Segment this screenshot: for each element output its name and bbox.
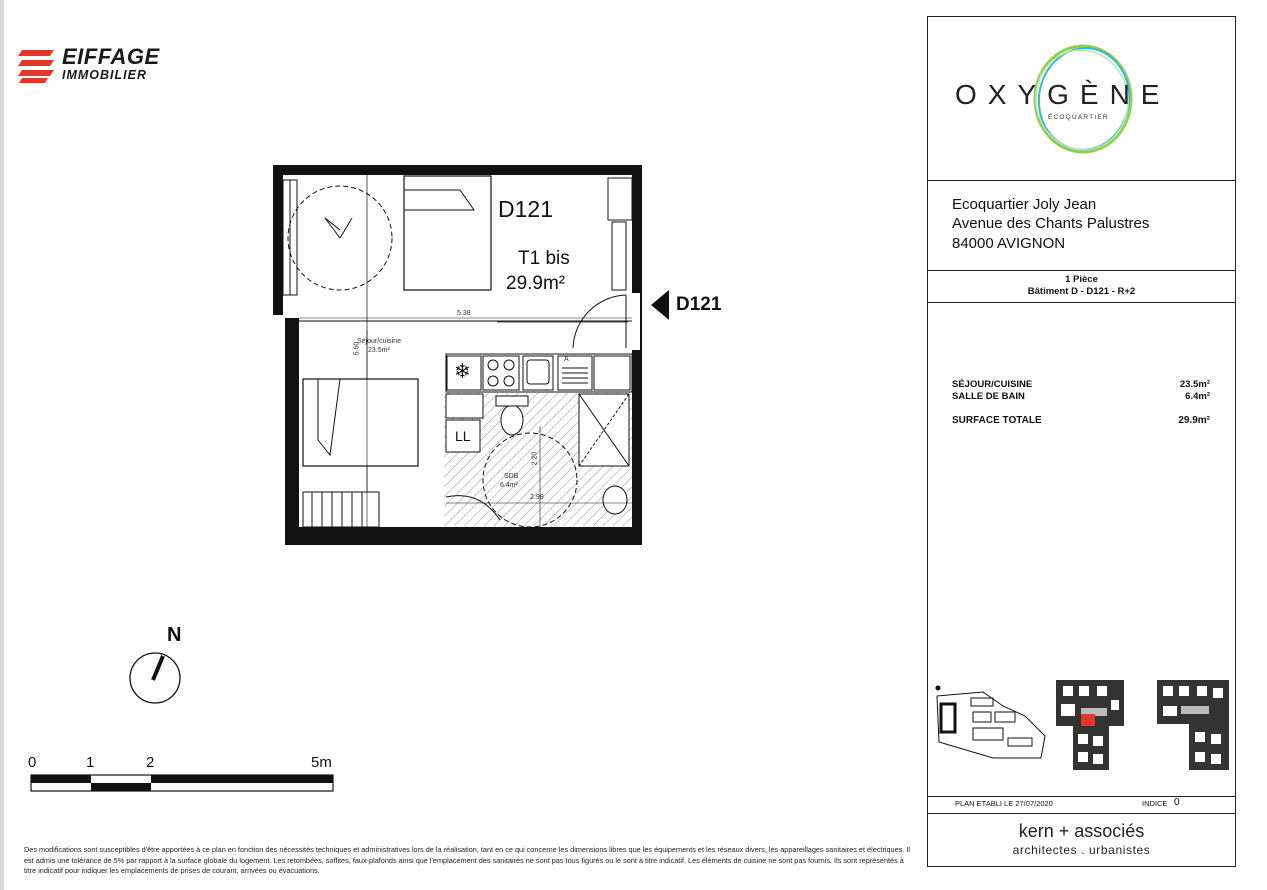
building-plan-1 — [1056, 680, 1124, 770]
wall-top — [273, 165, 641, 175]
unit-surface: 29.9m² — [506, 273, 566, 294]
address-line2: Avenue des Chants Palustres — [952, 215, 1150, 232]
building-info: Bâtiment D - D121 - R+2 — [1027, 286, 1136, 297]
room-sdb-area: 6.4m² — [500, 482, 518, 489]
address-line3: 84000 AVIGNON — [952, 235, 1066, 252]
surface-row — [952, 379, 1210, 390]
plan-date: PLAN ETABLI LE 27/07/2020 — [955, 799, 1053, 808]
eiffage-logo — [18, 46, 178, 86]
scale-label-1: 1 — [86, 754, 95, 771]
room-sdb-name: SDB — [504, 473, 519, 480]
building-plan-2 — [1157, 680, 1229, 770]
scale-label-0: 0 — [28, 754, 37, 771]
wall-right-upper — [632, 165, 641, 293]
wall-left-lower — [285, 318, 299, 545]
surface-total-label: SURFACE TOTALE — [952, 415, 1042, 426]
compass-icon — [127, 650, 183, 706]
surface-value: 23.5m² — [1179, 379, 1210, 390]
dimension-height: 5.60 — [353, 341, 361, 356]
entry-label: D121 — [676, 294, 722, 315]
surface-total-row — [952, 415, 1210, 426]
architect-name: kern + associés — [1018, 821, 1145, 841]
surface-value: 6.4m² — [1185, 391, 1210, 402]
entry-arrow-icon — [651, 290, 671, 322]
room-sejour-name: Séjour/cuisine — [357, 338, 401, 345]
wall-left-upper — [273, 165, 283, 315]
unit-code: D121 — [498, 196, 553, 222]
project-name: OXYGÈNE — [955, 79, 1171, 110]
address-line1: Ecoquartier Joly Jean — [952, 196, 1097, 213]
site-location-plans — [933, 680, 1235, 772]
surface-label: SÉJOUR/CUISINE — [952, 379, 1033, 390]
architect-subtitle: architectes . urbanistes — [1012, 843, 1151, 857]
logo-line2: IMMOBILIER — [62, 68, 147, 82]
sdb-dimension-v: 2.20 — [531, 451, 539, 466]
indice-label: INDICE — [1142, 799, 1168, 808]
wall-right-lower — [632, 350, 641, 545]
rooms-count: 1 Pièce — [1065, 274, 1098, 285]
dimension-width: 5.38 — [457, 310, 471, 317]
unit-type: T1 bis — [518, 248, 570, 269]
scale-label-5m: 5m — [311, 754, 332, 771]
bed-upper — [404, 176, 491, 290]
surface-label: SALLE DE BAIN — [952, 391, 1025, 402]
scale-label-2: 2 — [146, 754, 155, 771]
eiffage-mark-icon — [18, 48, 58, 84]
kitchen-mark: A — [564, 356, 569, 363]
bed-lower — [303, 379, 418, 466]
laundry-label: LL — [455, 428, 471, 444]
scale-bar — [30, 774, 336, 794]
sdb-dimension-h: 2.99 — [530, 494, 544, 501]
surface-total-value: 29.9m² — [1178, 415, 1210, 426]
project-subtitle: ÉCOQUARTIER — [1048, 114, 1109, 121]
logo-line1: EIFFAGE — [62, 44, 160, 69]
wall-bottom — [285, 527, 641, 545]
room-sejour-area: 23.5m² — [368, 347, 390, 354]
compass-north-label: N — [167, 624, 182, 646]
snowflake-icon: ❄ — [454, 361, 471, 383]
surface-row — [952, 391, 1210, 402]
disclaimer-text: Des modifications sont susceptibles d'être apportées à ce plan en fonction des nécessités techniques et administratives lors de la réalisation, tant en ce qui concerne les dimensions libres que les équipements et les réseaux divers, les appareillages sanitaires et électriques. Il est admis une tolérance de 5% par rapport à la surface globale du logement. Les retombées, soffites, faux-plafonds ainsi que l'emplacement des sanitaires ne sont pas tous figurés ou le sont à titre indicatif. Les éléments de cuisine ne sont pas fournis. Ils sont représentés à titre indicatif pour indiquer les emplacements de prises de courant, arrivées ou évacuations. — [24, 845, 911, 875]
indice-value: 0 — [1174, 797, 1180, 808]
page-edge — [0, 0, 4, 890]
